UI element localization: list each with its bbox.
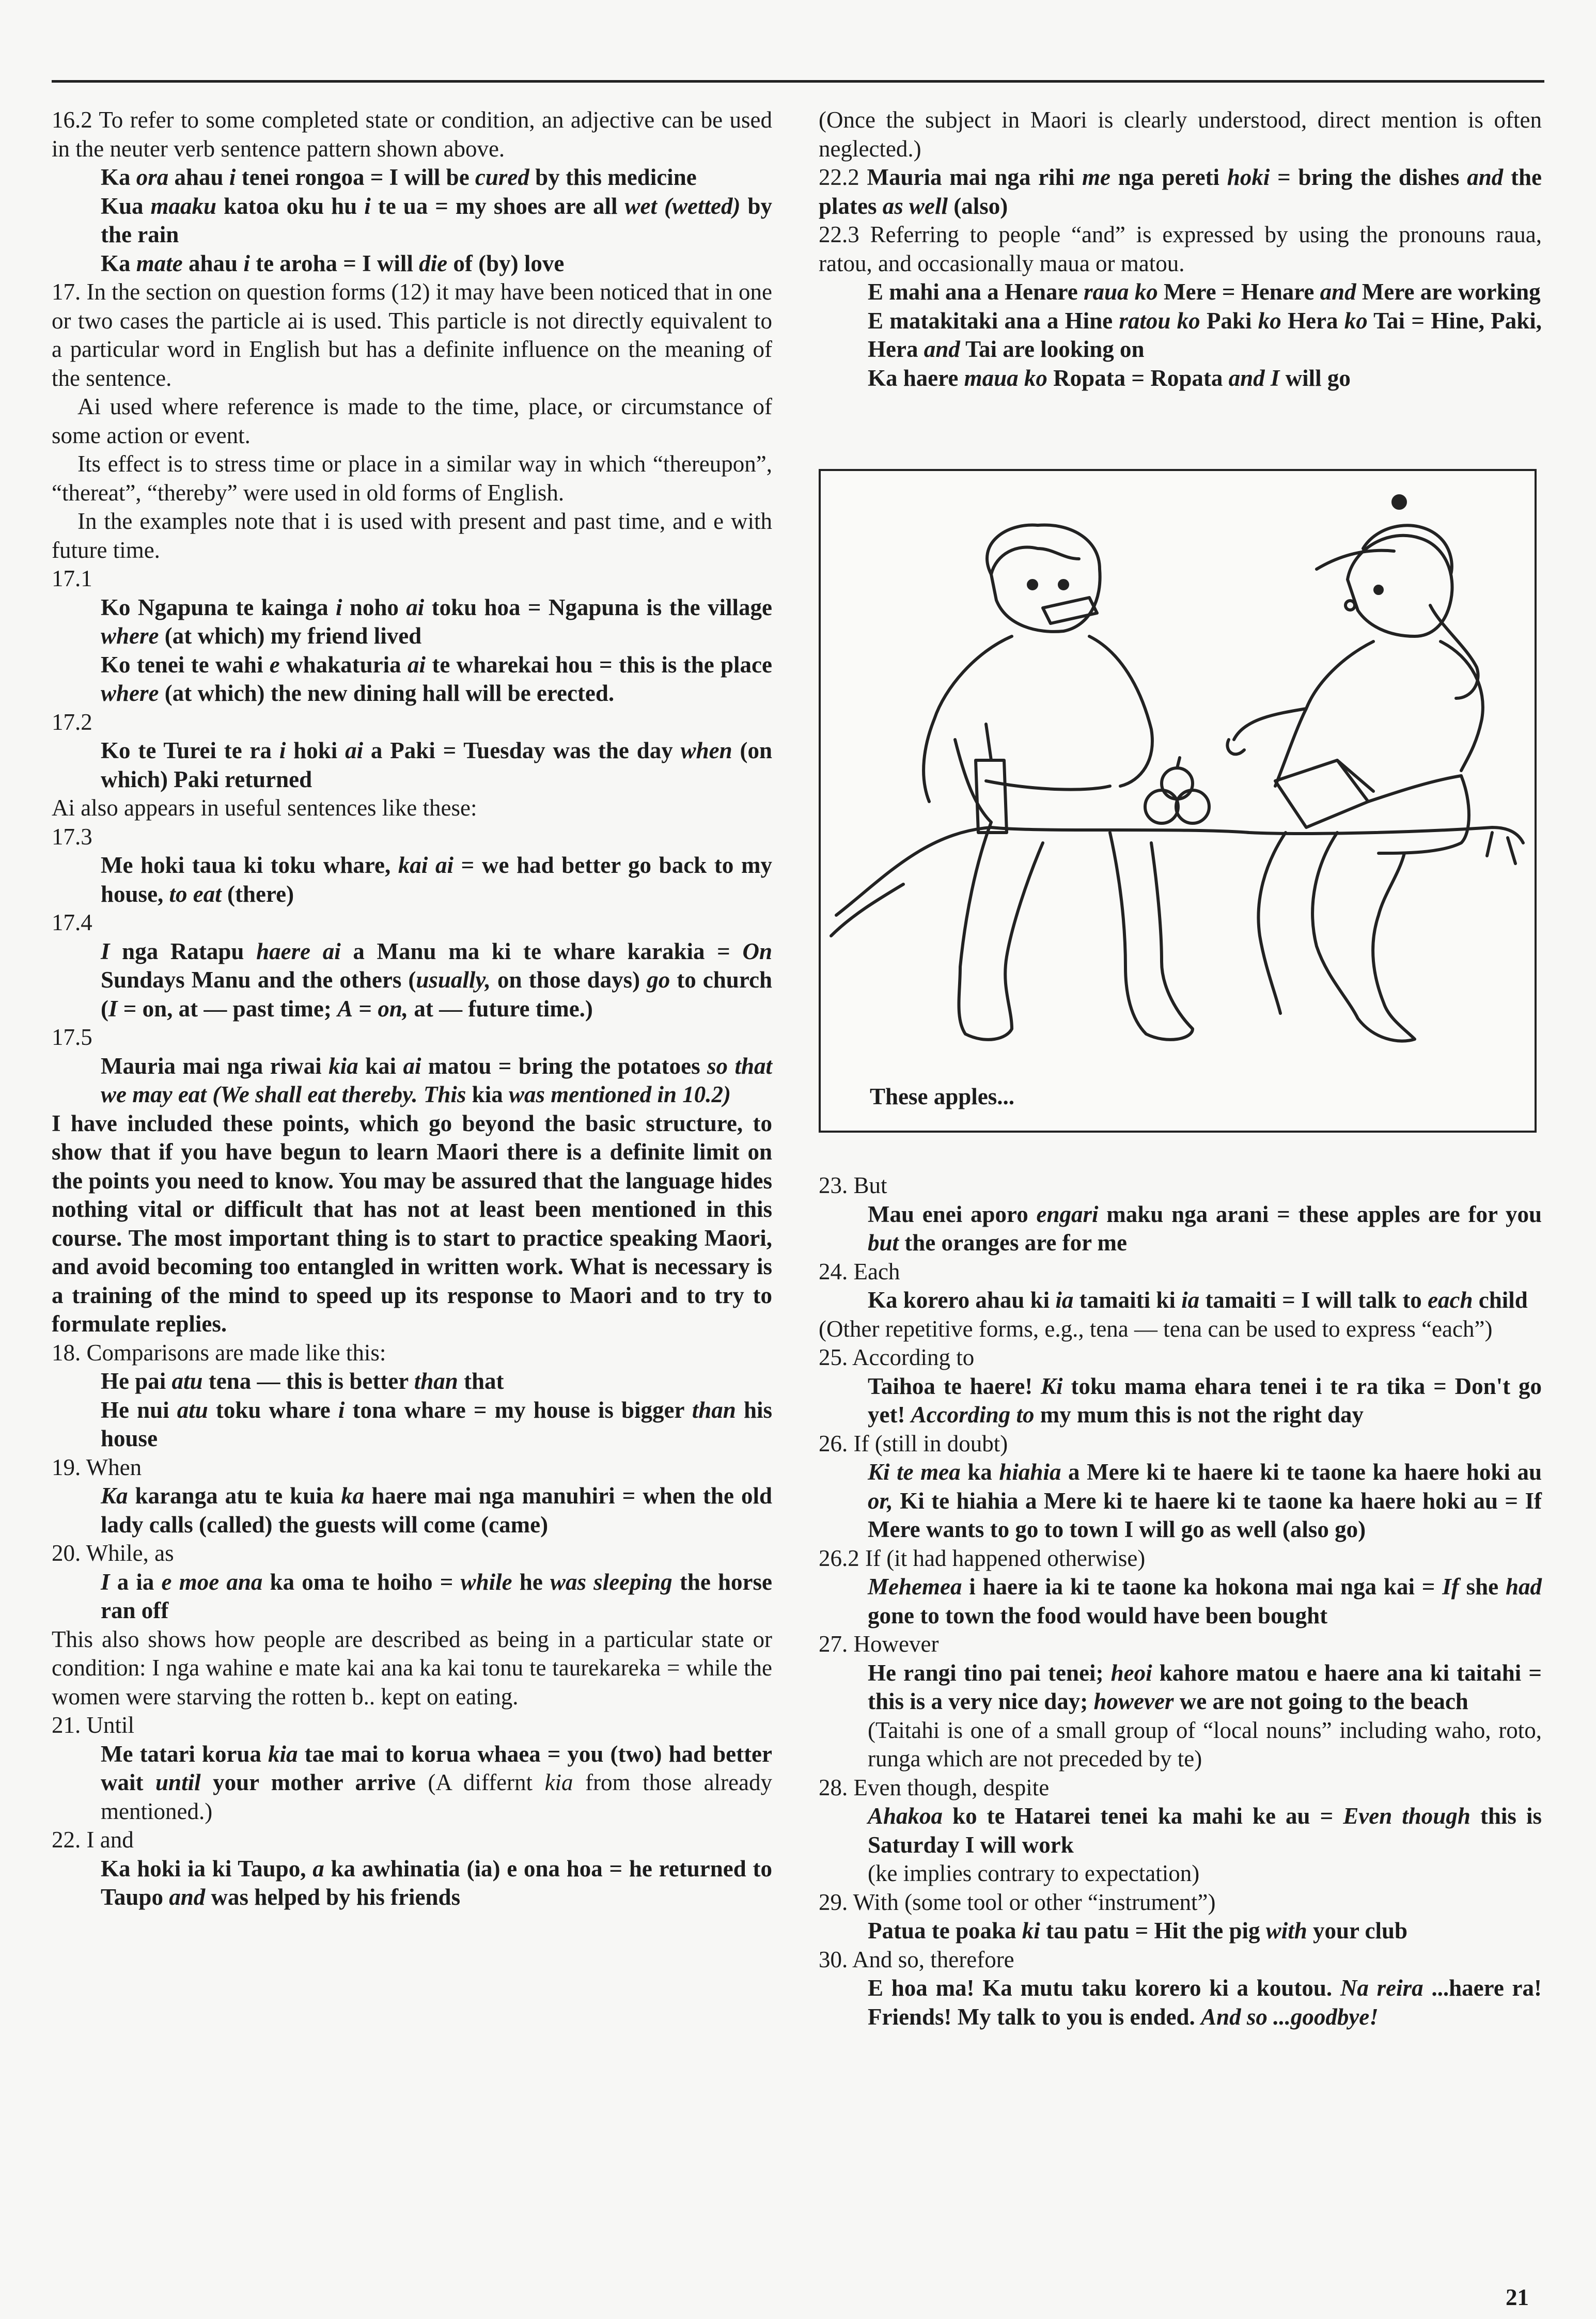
paragraph-repetitive: (Other repetitive forms, e.g., tena — tena can be used to express “each”) (819, 1315, 1493, 1342)
section-heading: 22. I and (52, 1827, 134, 1853)
example: Mauria mai nga riwai kia kai ai matou = bring the potatoes so that we may eat (We shall eat thereby. This kia was mentioned in 10.2) (101, 1053, 772, 1107)
example: Taihoa te haere! Ki toku mama ehara tenei i te ra tika = Don't go yet! According to my mum this is not the right day (868, 1373, 1542, 1428)
example: He rangi tino pai tenei; heoi kahore matou e haere ana ki taitahi = this is a very nice day; however we are not going to the beach (868, 1659, 1542, 1714)
example: Mehemea i haere ia ki te taone ka hokona mai nga kai = If she had gone to town the food would have been bought (868, 1574, 1542, 1628)
example: Ka hoki ia ki Taupo, a ka awhinatia (ia) e ona hoa = he returned to Taupo and was helped by his friends (101, 1855, 773, 1910)
section-heading: 18. Comparisons are made like this: (52, 1339, 386, 1366)
example: He nui atu toku whare i tona whare = my house is bigger than his house (101, 1397, 772, 1451)
example: Ko Ngapuna te kainga i noho ai toku hoa = Ngapuna is the village where (at which) my friend lived (101, 594, 772, 649)
paragraph-ai-use: Ai used where reference is made to the time, place, or circumstance of some action or event. (52, 394, 772, 448)
example: Mau enei aporo engari maku nga arani = these apples are for you but the oranges are for me (868, 1201, 1542, 1256)
example: E mahi ana a Henare raua ko Mere = Henare and Mere are working (868, 279, 1541, 305)
section-heading: 19. When (52, 1454, 142, 1480)
example: Ka korero ahau ki ia tamaiti ki ia tamaiti = I will talk to each child (868, 1287, 1528, 1313)
right-column-top (819, 106, 1542, 393)
paragraph-subject-note: (Once the subject in Maori is clearly understood, direct mention is often neglected.) (819, 107, 1542, 162)
section-number: 17.5 (52, 1024, 92, 1050)
paragraph-22-3: 22.3 Referring to people “and” is expressed by using the pronouns raua, ratou, and occasionally maua or matou. (819, 222, 1542, 276)
section-heading: 25. According to (819, 1344, 975, 1370)
section-heading: 28. Even though, despite (819, 1774, 1050, 1800)
example: E matakitaki ana a Hine ratou ko Paki ko Hera ko Tai = Hine, Paki, Hera and Tai are looking on (868, 307, 1542, 362)
section-heading: 26.2 If (it had happened otherwise) (819, 1545, 1146, 1571)
left-column (52, 106, 772, 1912)
example: Me tatari korua kia tae mai to korua whaea = you (two) had better wait until your mother arrive (A differnt kia from those already mentioned.) (101, 1741, 772, 1824)
page-number: 21 (1506, 2284, 1529, 2310)
example: Ki te mea ka hiahia a Mere ki te haere ki te taone ka haere hoki au or, Ki te hiahia a Mere ki te haere ki te taone ka haere hoki au = If Mere wants to go to town I will go as well (also go) (868, 1459, 1542, 1542)
example: Ahakoa ko te Hatarei tenei ka mahi ke au = Even though this is Saturday I will work (868, 1803, 1542, 1858)
section-number: 17.2 (52, 709, 92, 735)
section-heading: 23. But (819, 1172, 887, 1198)
paragraph-ke-note: (ke implies contrary to expectation) (868, 1860, 1200, 1886)
section-heading: 29. With (some tool or other “instrument”) (819, 1889, 1216, 1915)
example: Ko tenei te wahi e whakaturia ai te wharekai hou = this is the place where (at which) the new dining hall will be erected. (101, 651, 773, 706)
figure-caption: These apples... (870, 1084, 1015, 1109)
example: Ka ora ahau i tenei rongoa = I will be cured by this medicine (101, 164, 697, 190)
example: Me hoki taua ki toku whare, kai ai = we had better go back to my house, to eat (there) (101, 852, 772, 907)
section-heading: 24. Each (819, 1258, 900, 1284)
section-heading: 27. However (819, 1631, 939, 1657)
example: Patua te poaka ki tau patu = Hit the pig with your club (868, 1918, 1407, 1944)
section-heading: 26. If (still in doubt) (819, 1430, 1008, 1456)
paragraph-summary: I have included these points, which go beyond the basic structure, to show that if you have begun to learn Maori there is a definite limit on the points you need to know. You may be assured that the language hides nothing vital or difficult that has not at least been mentioned in this course. The most important thing is to start to practice speaking Maori, and avoid becoming too entangled in written work. What is necessary is a training of the mind to speed up its response to Maori and to try to formulate replies. (52, 1110, 772, 1337)
paragraph-tense-note: In the examples note that i is used with present and past time, and e with future time. (52, 508, 772, 563)
paragraph-17: 17. In the section on question forms (12) it may have been noticed that in one or two cases the particle ai is used. This particle is not directly equivalent to a particular word in English but has a definite influence on the meaning of the sentence. (52, 279, 772, 391)
section-number: 17.3 (52, 823, 92, 850)
paragraph-16-2: 16.2 To refer to some completed state or condition, an adjective can be used in the neuter verb sentence pattern shown above. (52, 107, 772, 162)
example: He pai atu tena — this is better than that (101, 1368, 504, 1394)
example: Ka karanga atu te kuia ka haere mai nga manuhiri = when the old lady calls (called) the guests will come (came) (101, 1483, 772, 1538)
paragraph-ai-effect: Its effect is to stress time or place in a similar way in which “thereupon”, “thereat”, “thereby” were used in old forms of English. (52, 451, 772, 506)
example: I a ia e moe ana ka oma te hoiho = while he was sleeping the horse ran off (101, 1569, 773, 1623)
example: E hoa ma! Ka mutu taku korero ki a koutou. Na reira ...haere ra! Friends! My talk to you is ended. And so ...goodbye! (868, 1975, 1542, 2030)
section-number: 17.1 (52, 566, 92, 591)
top-rule (52, 80, 1544, 83)
example: Ka haere maua ko Ropata = Ropata and I will go (868, 365, 1351, 391)
children-eating-illustration (821, 471, 1535, 1131)
paragraph-state: This also shows how people are described as being in a particular state or condition: I nga wahine e mate kai ana ka kai tonu te taurekareka = while the women were starving the rotten b.. kept on eating. (52, 1626, 772, 1710)
section-heading: 20. While, as (52, 1540, 174, 1566)
right-column-bottom (819, 1171, 1542, 2031)
example: Kua maaku katoa oku hu i te ua = my shoes are all wet (wetted) by the rain (101, 193, 773, 247)
paragraph-ai-useful: Ai also appears in useful sentences like these: (52, 795, 477, 821)
example: Ka mate ahau i te aroha = I will die of (by) love (101, 250, 565, 276)
paragraph-local-nouns: (Taitahi is one of a small group of “local nouns” including waho, roto, runga which are not preceded by te) (868, 1717, 1542, 1772)
example: I nga Ratapu haere ai a Manu ma ki te whare karakia = On Sundays Manu and the others (usually, on those days) go to church (I = on, at — past time; A = on, at — future time.) (101, 938, 772, 1022)
illustration-frame (819, 469, 1537, 1133)
example: 22.2 Mauria mai nga rihi me nga pereti hoki = bring the dishes and the plates as well (also) (819, 164, 1542, 219)
section-number: 17.4 (52, 910, 92, 935)
example: Ko te Turei te ra i hoki ai a Paki = Tuesday was the day when (on which) Paki returned (101, 738, 772, 792)
section-heading: 21. Until (52, 1712, 135, 1738)
section-heading: 30. And so, therefore (819, 1946, 1014, 1972)
